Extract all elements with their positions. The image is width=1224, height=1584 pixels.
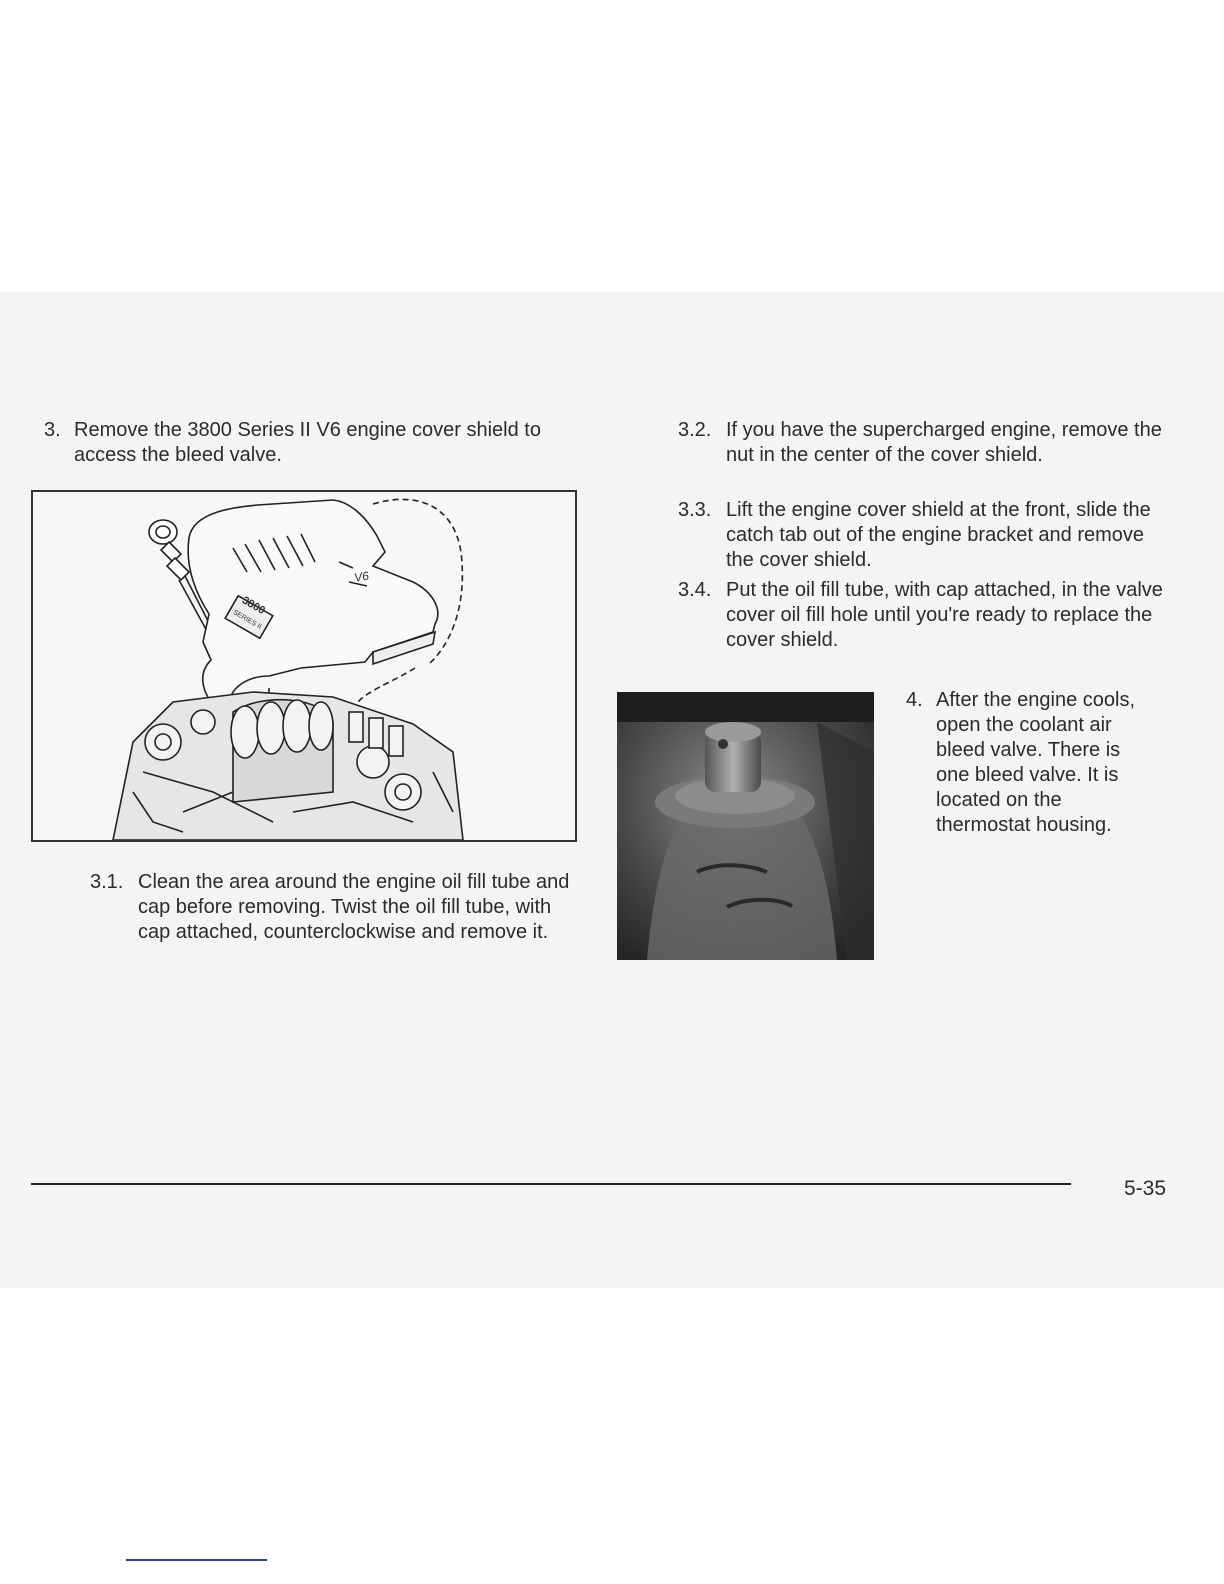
step-number: 3.3. xyxy=(678,499,712,521)
step-3-3 xyxy=(678,498,1178,573)
engine-block-icon xyxy=(113,692,463,840)
cover-label-series: 3800 xyxy=(239,594,268,618)
cover-label-sub: SERIES II xyxy=(231,609,263,631)
step-text: Lift the engine cover shield at the front, slide the catch tab out of the engine bracket and remove the cover shield. xyxy=(726,499,1151,571)
step-number: 4. xyxy=(906,689,923,711)
step-3 xyxy=(44,418,604,468)
step-number: 3.4. xyxy=(678,579,712,601)
step-3-2 xyxy=(678,418,1178,468)
step-4 xyxy=(906,688,1166,838)
step-text: Put the oil fill tube, with cap attached, in the valve cover oil fill hole until you're ready to replace the cover shield. xyxy=(726,579,1163,651)
cover-shield-outline xyxy=(188,500,438,714)
engine-cover-illustration xyxy=(31,490,577,842)
cover-label-v6: V6 xyxy=(353,568,370,585)
step-number: 3. xyxy=(44,419,61,441)
step-text: After the engine cools, open the coolant air bleed valve. There is one bleed valve. It is located on the thermostat housing. xyxy=(936,689,1136,836)
step-3-1 xyxy=(90,870,590,945)
step-text: Remove the 3800 Series II V6 engine cover shield to access the bleed valve. xyxy=(74,419,541,466)
step-number: 3.2. xyxy=(678,419,712,441)
footer-rule xyxy=(31,1183,1071,1185)
step-3-4 xyxy=(678,578,1178,653)
stray-underline xyxy=(126,1559,267,1561)
step-text: If you have the supercharged engine, remove the nut in the center of the cover shield. xyxy=(726,419,1162,466)
step-text: Clean the area around the engine oil fill tube and cap before removing. Twist the oil fill tube, with cap attached, counterclockwise and remove it. xyxy=(138,871,570,943)
bleed-valve-photo xyxy=(617,692,874,960)
page-number: 5-35 xyxy=(1124,1177,1167,1200)
step-number: 3.1. xyxy=(90,871,124,893)
